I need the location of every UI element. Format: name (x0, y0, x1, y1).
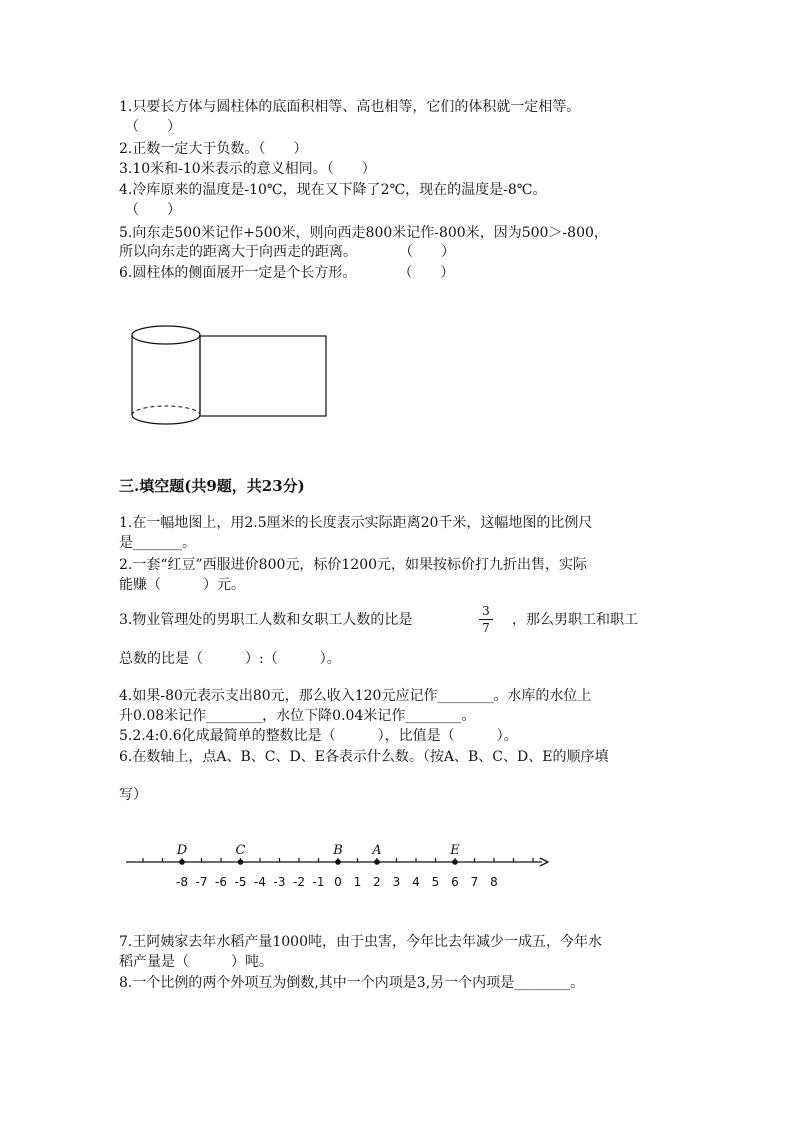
number-line-tick-label: 3 (392, 875, 401, 889)
number-line-tick-label: 2 (373, 875, 381, 889)
number-line-tick-label: -2 (293, 875, 305, 889)
point-d-label: D (176, 843, 188, 858)
fill-q5: 5.2.4:0.6化成最简单的整数比是（ ），比值是（ ）。 (119, 728, 518, 744)
fill-q1-line1: 1.在一幅地图上，用2.5厘米的长度表示实际距离20千米，这幅地图的比例尺 (119, 515, 593, 531)
fraction-denominator: 7 (482, 621, 490, 635)
judge-q4-blank[interactable]: （ ） (125, 202, 181, 218)
fill-q2-line2: 能赚（ ）元。 (119, 577, 245, 593)
fill-q1-line2: 是_______。 (119, 535, 196, 551)
cylinder-top-ellipse (132, 326, 200, 344)
judge-q3: 3.10米和-10米表示的意义相同。（ ） (119, 161, 376, 177)
point-c-dot (238, 859, 244, 865)
fill-q6-line1: 6.在数轴上，点A、B、C、D、E各表示什么数。（按A、B、C、D、E的顺序填 (119, 749, 609, 765)
number-line-tick-label: -1 (312, 875, 325, 889)
judge-q4: 4.冷库原来的温度是-10℃，现在又下降了2℃，现在的温度是-8℃。 (119, 182, 547, 198)
number-line-tick-label: 0 (334, 875, 342, 889)
fill-q8: 8.一个比例的两个外项互为倒数,其中一个内项是3,另一个内项是________。 (119, 975, 585, 991)
section-title: 三.填空题(共9题，共23分) (119, 477, 305, 495)
fraction-bar (479, 619, 493, 620)
fill-q7-line1: 7.王阿姨家去年水稻产量1000吨，由于虫害，今年比去年减少一成五，今年水 (119, 934, 602, 950)
number-line-tick-label: -6 (215, 875, 227, 889)
point-e-dot (452, 859, 458, 865)
fraction-numerator: 3 (482, 604, 490, 618)
cylinder-bottom-front (132, 415, 200, 424)
number-line-tick-label: 7 (470, 875, 479, 889)
number-line-tick-label: -7 (195, 875, 208, 889)
judge-q5-line1: 5.向东走500米记作+500米，则向西走800米记作-800米，因为500＞-800， (119, 225, 608, 241)
cylinder-bottom-back (132, 406, 200, 415)
number-line-tick-label: 1 (353, 875, 362, 889)
point-d-dot (179, 859, 185, 865)
number-line (120, 836, 560, 892)
judge-q1: 1.只要长方体与圆柱体的底面积相等、高也相等，它们的体积就一定相等。 (119, 99, 581, 115)
fill-q4-line2: 升0.08米记作________，水位下降0.04米记作________。 (119, 708, 476, 724)
fill-q4-line1: 4.如果-80元表示支出80元，那么收入120元应记作________。水库的水位上 (119, 688, 592, 704)
point-e-label: E (450, 843, 460, 858)
cylinder-figure (130, 320, 330, 430)
point-a-dot (374, 859, 380, 865)
number-line-tick-label: -5 (234, 875, 247, 889)
fill-q3-line1: 3.物业管理处的男职工人数和女职工人数的比是 (119, 612, 413, 628)
number-line-tick-label: -3 (273, 875, 286, 889)
fill-q6-line2: 写） (119, 787, 147, 803)
point-b-dot (335, 859, 341, 865)
point-b-label: B (333, 843, 343, 858)
number-line-tick-label: -8 (176, 875, 188, 889)
point-a-label: A (372, 843, 382, 858)
point-c-label: C (235, 843, 246, 858)
fill-q3-line1-end: ，那么男职工和职工 (512, 612, 638, 628)
unrolled-rectangle (200, 336, 326, 416)
fraction-3-7 (479, 604, 493, 635)
judge-q2: 2.正数一定大于负数。（ ） (119, 141, 308, 157)
fill-q3-line2: 总数的比是（ ）:（ ）。 (119, 651, 341, 667)
number-line-tick-label: 5 (431, 875, 440, 889)
judge-q1-blank[interactable]: （ ） (125, 119, 181, 135)
fill-q2-line1: 2.一套“红豆”西服进价800元，标价1200元，如果按标价打九折出售，实际 (119, 557, 588, 573)
judge-q5-line2: 所以向东走的距离大于向西走的距离。 （ ） (119, 244, 455, 260)
fill-q7-line2: 稻产量是（ ）吨。 (119, 954, 273, 970)
number-line-tick-label: 8 (490, 875, 498, 889)
number-line-tick-label: -4 (254, 875, 266, 889)
number-line-tick-label: 6 (451, 875, 459, 889)
number-line-tick-label: 4 (412, 875, 420, 889)
judge-q6: 6.圆柱体的侧面展开一定是个长方形。 （ ） (119, 265, 455, 281)
